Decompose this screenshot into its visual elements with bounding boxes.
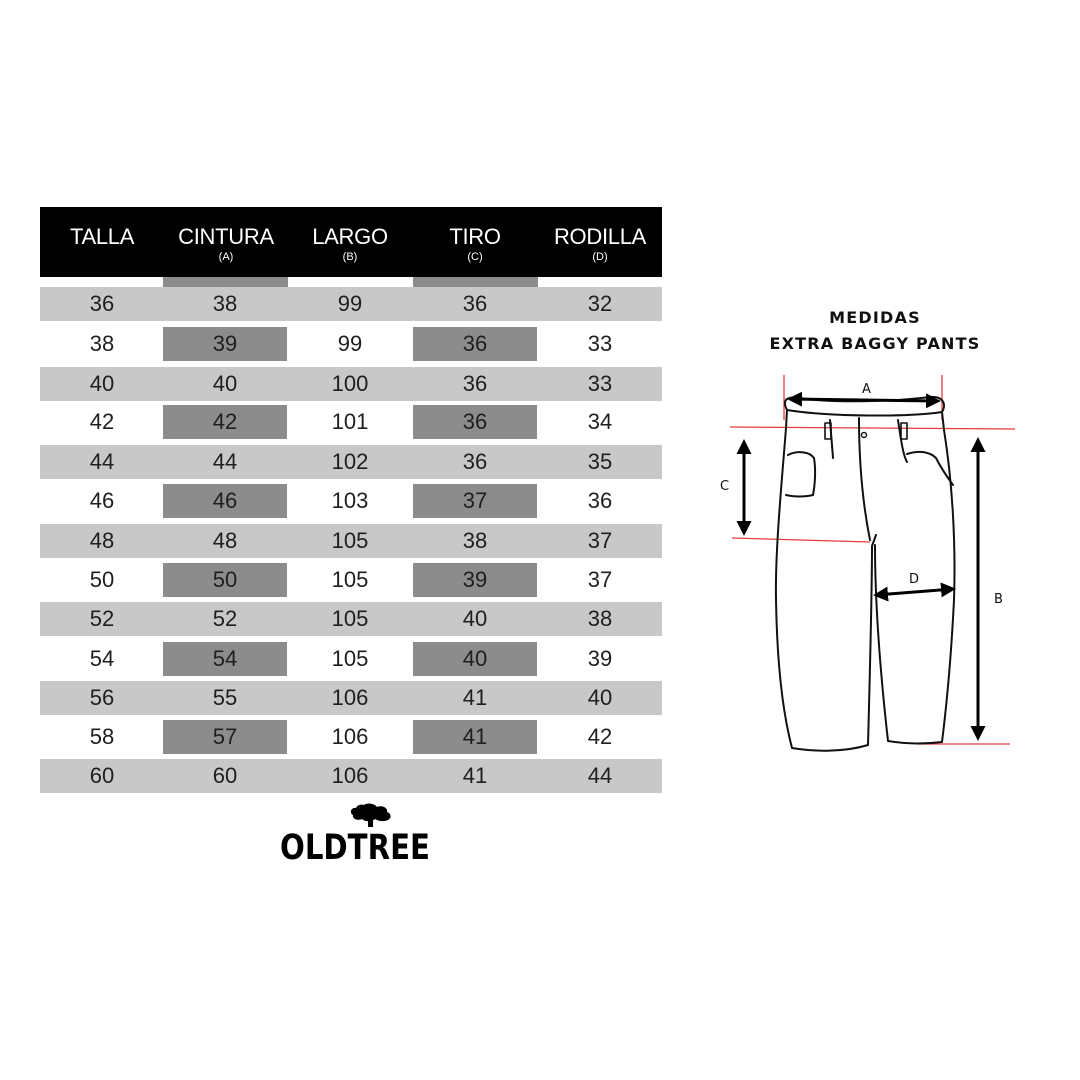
cell-cintura: 54: [163, 642, 287, 676]
table-row: [40, 642, 662, 676]
cell-tiro: 36: [413, 327, 537, 361]
cell-tiro: 36: [462, 449, 488, 474]
cell-talla: 44: [89, 449, 115, 474]
header-talla: [40, 207, 164, 250]
cell-tiro: 39: [413, 563, 537, 597]
diagram-title: [705, 305, 1045, 357]
cell-tiro: 41: [462, 685, 488, 710]
cell-talla: 56: [89, 685, 115, 710]
cell-rodilla: 38: [587, 606, 613, 631]
header-cintura: [164, 207, 288, 263]
cell-talla: 58: [89, 724, 115, 749]
table-row: [40, 759, 662, 793]
logo-text: OLDTREE: [280, 828, 430, 868]
cell-rodilla: 39: [587, 646, 613, 671]
cell-talla: 52: [89, 606, 115, 631]
cell-largo: 102: [331, 449, 369, 474]
cell-cintura: 42: [163, 405, 287, 439]
cell-cintura: 52: [212, 606, 238, 631]
crotch-guide: [732, 538, 870, 542]
cell-rodilla: 33: [587, 331, 613, 356]
cell-rodilla: 37: [587, 567, 613, 592]
size-table: [40, 207, 662, 788]
header-label: LARGO: [312, 224, 388, 249]
header-label: TIRO: [449, 224, 501, 249]
cell-talla: 38: [89, 331, 115, 356]
table-row: [40, 484, 662, 518]
pants-diagram: [720, 370, 1030, 780]
cell-rodilla: 40: [587, 685, 613, 710]
cell-largo: 101: [331, 409, 369, 434]
pants-outline: [776, 397, 955, 751]
cell-talla: 46: [89, 488, 115, 513]
table-row: [40, 602, 662, 636]
header-sublabel: (B): [342, 251, 358, 263]
header-label: CINTURA: [178, 224, 274, 249]
table-row: [40, 681, 662, 715]
diagram-title-line1: MEDIDAS: [829, 308, 921, 327]
label-a: A: [862, 382, 871, 397]
cell-largo: 105: [331, 606, 369, 631]
arrow-d: [876, 589, 953, 595]
table-row: [40, 405, 662, 439]
cell-talla: 36: [89, 291, 115, 316]
cell-rodilla: 36: [587, 488, 613, 513]
label-b: B: [994, 592, 1003, 607]
cell-tiro: 36: [413, 405, 537, 439]
header-largo: [288, 207, 412, 263]
header-sublabel: (A): [218, 251, 234, 263]
header-label: RODILLA: [553, 224, 647, 249]
cell-tiro: 38: [462, 528, 488, 553]
cell-largo: 105: [331, 646, 369, 671]
cell-tiro: 40: [462, 606, 488, 631]
cell-rodilla: 35: [587, 449, 613, 474]
cell-rodilla: 32: [587, 291, 613, 316]
cell-tiro: 36: [462, 291, 488, 316]
header-sublabel: (C): [467, 251, 483, 263]
cell-largo: 105: [331, 528, 369, 553]
cell-talla: 60: [89, 763, 115, 788]
column-stub-cintura: [163, 277, 288, 287]
cell-largo: 99: [337, 331, 363, 356]
cell-cintura: 46: [163, 484, 287, 518]
cell-largo: 106: [331, 724, 369, 749]
cell-cintura: 40: [212, 371, 238, 396]
top-guide: [730, 427, 1015, 429]
tree-icon: [351, 804, 391, 827]
table-row: [40, 524, 662, 558]
cell-largo: 100: [331, 371, 369, 396]
cell-rodilla: 42: [587, 724, 613, 749]
cell-cintura: 57: [163, 720, 287, 754]
header-label: TALLA: [69, 224, 135, 249]
cell-largo: 106: [331, 763, 369, 788]
cell-talla: 42: [89, 409, 115, 434]
header-sublabel: (D): [592, 251, 608, 263]
cell-cintura: 50: [163, 563, 287, 597]
table-row: [40, 327, 662, 361]
table-row: [40, 445, 662, 479]
cell-tiro: 41: [413, 720, 537, 754]
cell-talla: 48: [89, 528, 115, 553]
cell-largo: 99: [337, 291, 363, 316]
arrow-a: [790, 399, 938, 401]
cell-cintura: 55: [212, 685, 238, 710]
cell-cintura: 44: [212, 449, 238, 474]
cell-cintura: 39: [163, 327, 287, 361]
diagram-title-line2: EXTRA BAGGY PANTS: [769, 334, 981, 353]
cell-cintura: 38: [212, 291, 238, 316]
table-row: [40, 563, 662, 597]
cell-talla: 54: [89, 646, 115, 671]
label-c: C: [720, 479, 730, 494]
table-header: [40, 207, 662, 277]
cell-largo: 103: [331, 488, 369, 513]
cell-rodilla: 34: [587, 409, 613, 434]
cell-tiro: 41: [462, 763, 488, 788]
cell-rodilla: 37: [587, 528, 613, 553]
cell-tiro: 40: [413, 642, 537, 676]
column-stub-tiro: [413, 277, 538, 287]
cell-cintura: 60: [212, 763, 238, 788]
cell-cintura: 48: [212, 528, 238, 553]
cell-rodilla: 44: [587, 763, 613, 788]
cell-talla: 50: [89, 567, 115, 592]
header-rodilla: [538, 207, 662, 263]
table-row: [40, 720, 662, 754]
cell-largo: 106: [331, 685, 369, 710]
cell-largo: 105: [331, 567, 369, 592]
cell-talla: 40: [89, 371, 115, 396]
table-row: [40, 287, 662, 321]
header-tiro: [413, 207, 537, 263]
measurement-arrows: [744, 399, 978, 738]
cell-tiro: 36: [462, 371, 488, 396]
table-row: [40, 367, 662, 401]
cell-tiro: 37: [413, 484, 537, 518]
cell-rodilla: 33: [587, 371, 613, 396]
label-d: D: [909, 572, 920, 587]
oldtree-logo: [280, 803, 430, 868]
